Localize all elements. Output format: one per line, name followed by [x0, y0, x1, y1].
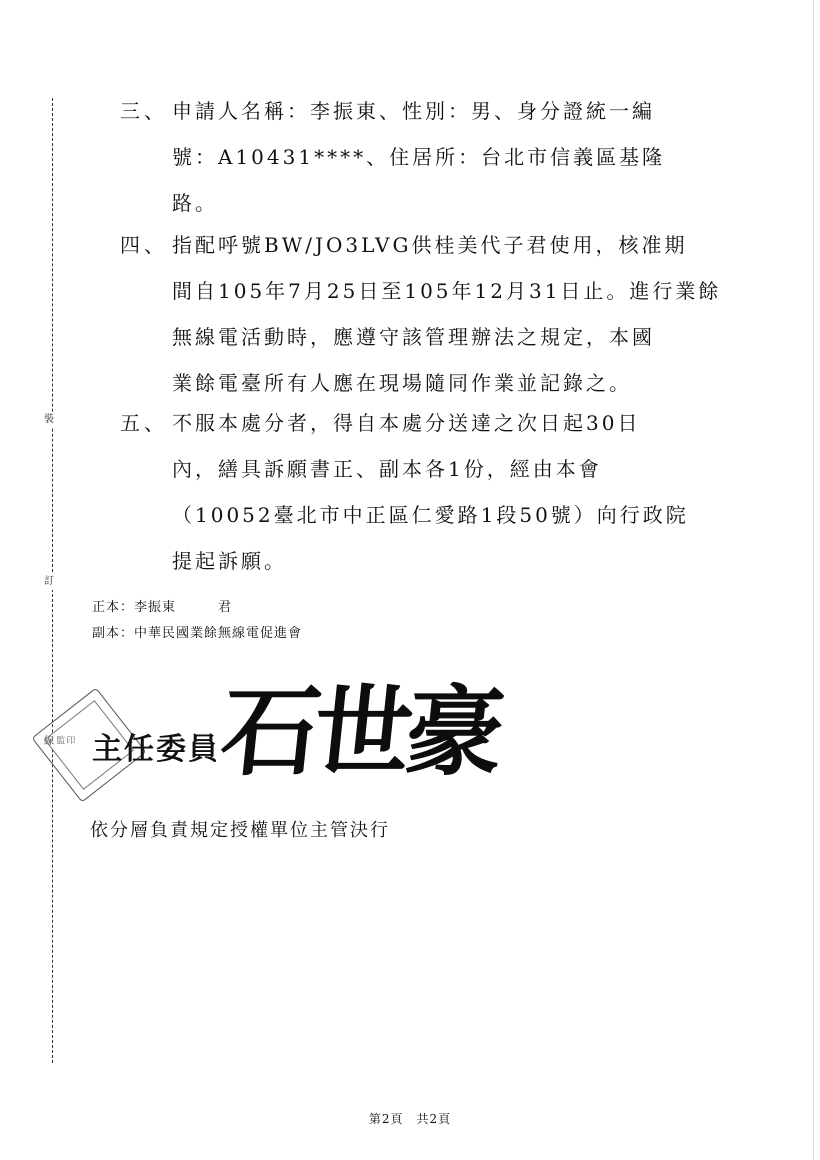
item-3: [120, 88, 720, 226]
item-line: 指配呼號BW/JO3LVG供桂美代子君使用，核准期: [172, 233, 688, 257]
item-number: 五、: [120, 411, 168, 435]
seal-text: 監印: [56, 736, 77, 747]
item-line: （10052臺北市中正區仁愛路1段50號）向行政院: [172, 503, 689, 527]
duplicate-copy-recipient: 副本：中華民國業餘無線電促進會: [92, 626, 303, 641]
original-copy-recipient: 正本：李振東 君: [92, 600, 233, 615]
signature: 石世豪: [216, 675, 505, 790]
binding-mark-ding: 訂: [44, 574, 54, 590]
binding-mark-zhuang: 裝: [44, 412, 54, 428]
item-line: 號：A10431****、住居所：台北市信義區基隆: [172, 145, 666, 169]
binding-mark-xian: 線: [44, 734, 54, 750]
page-footer: 第2頁 共2頁: [368, 1112, 452, 1126]
item-line: 內，繕具訴願書正、副本各1份，經由本會: [172, 457, 602, 481]
item-number: 四、: [120, 233, 168, 257]
scan-edge: [813, 0, 814, 1160]
item-5: [120, 400, 720, 584]
item-line: 路。: [172, 191, 218, 215]
official-title: 主任委員: [92, 732, 220, 767]
item-line: 申請人名稱：李振東、性別：男、身分證統一編: [172, 99, 655, 123]
item-line: 無線電活動時，應遵守該管理辦法之規定，本國: [172, 325, 655, 349]
item-4: [120, 222, 720, 406]
item-line: 業餘電臺所有人應在現場隨同作業並記錄之。: [172, 371, 632, 395]
item-number: 三、: [120, 99, 168, 123]
item-line: 提起訴願。: [172, 549, 287, 573]
delegation-note: 依分層負責規定授權單位主管決行: [90, 820, 390, 841]
item-line: 間自105年7月25日至105年12月31日止。進行業餘: [172, 279, 722, 303]
item-line: 不服本處分者，得自本處分送達之次日起30日: [172, 411, 641, 435]
